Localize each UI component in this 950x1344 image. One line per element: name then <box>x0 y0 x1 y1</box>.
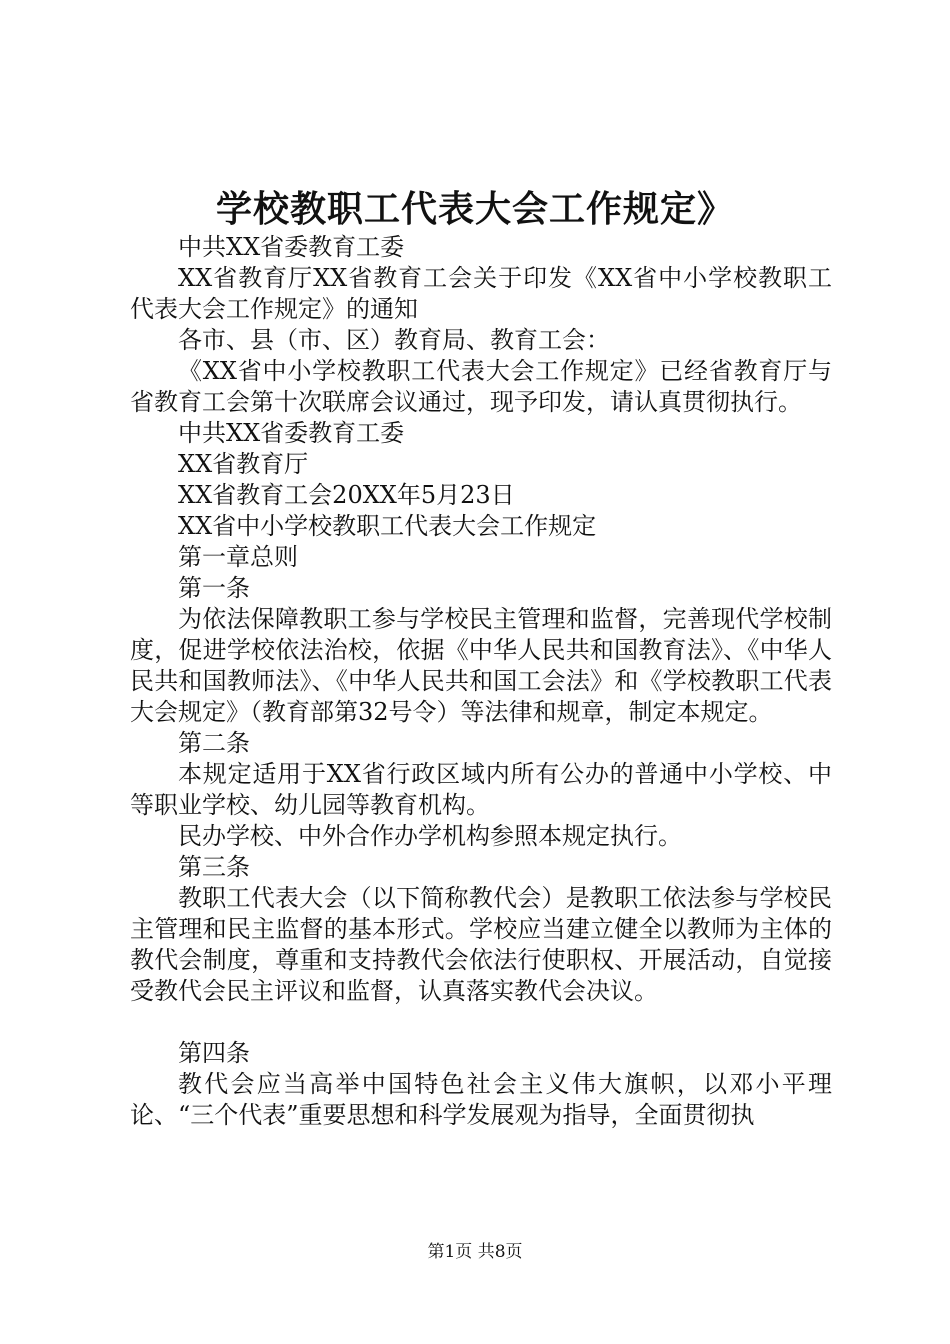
paragraph: 本规定适用于XX省行政区域内所有公办的普通中小学校、中等职业学校、幼儿园等教育机构。 <box>130 760 832 819</box>
paragraph: XX省教育工会20XX年5月23日 <box>178 481 515 509</box>
paragraph: 教代会应当高举中国特色社会主义伟大旗帜，以邓小平理论、“三个代表”重要思想和科学发展观为指导，全面贯彻执 <box>130 1070 832 1129</box>
page-footer: 第1页 共8页 <box>427 1242 523 1262</box>
paragraph: 民办学校、中外合作办学机构参照本规定执行。 <box>178 822 682 850</box>
article-heading: 第三条 <box>178 853 250 881</box>
paragraph: XX省教育厅XX省教育工会关于印发《XX省中小学校教职工代表大会工作规定》的通知 <box>130 264 832 323</box>
paragraph: 中共XX省委教育工委 <box>178 233 405 261</box>
paragraph: 为依法保障教职工参与学校民主管理和监督，完善现代学校制度，促进学校依法治校，依据《中华人民共和国教育法》、《中华人民共和国教师法》、《中华人民共和国工会法》和《学校教职工代表大会规定》（教育部第32号令）等法律和规章，制定本规定。 <box>130 605 832 726</box>
paragraph: XX省中小学校教职工代表大会工作规定 <box>178 512 597 540</box>
paragraph: XX省教育厅 <box>178 450 309 478</box>
article-heading: 第一条 <box>178 574 250 602</box>
paragraph: 教职工代表大会（以下简称教代会）是教职工依法参与学校民主管理和民主监督的基本形式。学校应当建立健全以教师为主体的教代会制度，尊重和支持教代会依法行使职权、开展活动，自觉接受教代会民主评议和监督，认真落实教代会决议。 <box>130 884 832 1005</box>
paragraph: 各市、县（市、区）教育局、教育工会： <box>178 326 610 354</box>
chapter-heading: 第一章总则 <box>178 543 298 571</box>
document-title: 学校教职工代表大会工作规定》 <box>215 189 734 230</box>
document-body <box>130 232 832 1131</box>
article-heading: 第二条 <box>178 729 250 757</box>
article-heading: 第四条 <box>178 1039 250 1067</box>
paragraph: 中共XX省委教育工委 <box>178 419 405 447</box>
paragraph: 《XX省中小学校教职工代表大会工作规定》已经省教育厅与省教育工会第十次联席会议通过，现予印发，请认真贯彻执行。 <box>130 357 832 416</box>
